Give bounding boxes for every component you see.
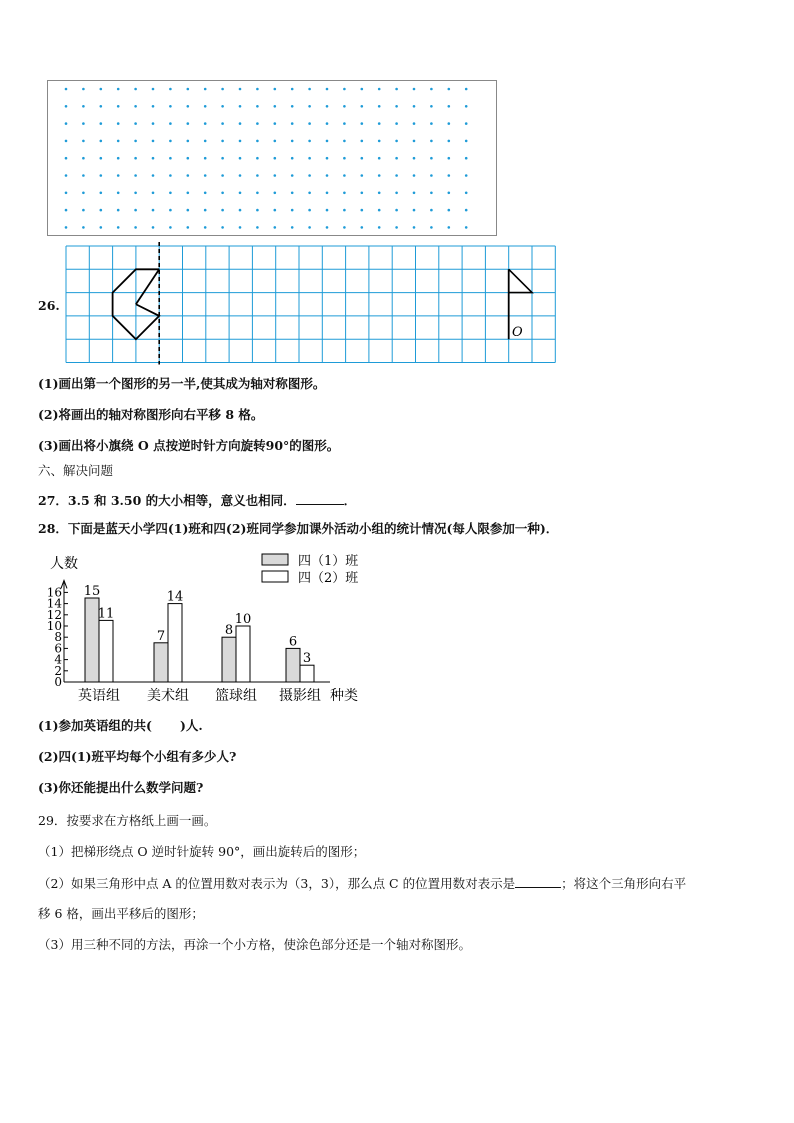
grid-dot xyxy=(256,88,259,91)
q27 xyxy=(38,492,356,509)
bar-chart xyxy=(40,550,380,710)
grid-dot xyxy=(343,174,346,177)
q29-sub2-a: （2）如果三角形中点 A 的位置用数对表示为（3，3），那么点 C 的位置用数对表示是 xyxy=(38,876,516,891)
y-tick-label: 12 xyxy=(46,607,62,622)
grid-dot xyxy=(308,88,311,91)
grid-dot xyxy=(187,157,190,160)
grid-dot xyxy=(291,122,294,125)
grid-dot xyxy=(361,122,364,125)
bar xyxy=(154,643,168,682)
grid-dot xyxy=(430,157,433,160)
grid-dot xyxy=(204,105,207,108)
q29-sub2 xyxy=(38,875,686,892)
grid-dot xyxy=(187,122,190,125)
grid-dot xyxy=(152,209,155,212)
grid-dot xyxy=(221,174,224,177)
answer-blank[interactable] xyxy=(515,875,561,888)
bar-value-label: 3 xyxy=(302,651,312,667)
grid-dot xyxy=(100,226,103,229)
y-tick-label: 6 xyxy=(54,641,62,656)
grid-dot xyxy=(378,226,381,229)
grid-dot xyxy=(430,105,433,108)
q28-sub1 xyxy=(38,718,203,734)
bar-value-label: 15 xyxy=(83,584,101,599)
q28-sub3: (3)你还能提出什么数学问题? xyxy=(38,780,204,795)
grid-dot xyxy=(117,226,120,229)
grid-dot xyxy=(187,226,190,229)
bar-value-label: 10 xyxy=(234,612,252,627)
category-label: 英语组 xyxy=(78,688,120,704)
grid-dot xyxy=(465,122,468,125)
grid-dot xyxy=(308,122,311,125)
grid-dot xyxy=(239,140,242,143)
grid-dot xyxy=(152,122,155,125)
q29-sub1: （1）把梯形绕点 O 逆时针旋转 90°，画出旋转后的图形； xyxy=(38,844,366,859)
grid-dot xyxy=(221,192,224,195)
category-label: 摄影组 xyxy=(279,688,321,704)
grid-dot xyxy=(395,122,398,125)
grid-dot xyxy=(256,209,259,212)
grid-dot xyxy=(239,105,242,108)
grid-dot xyxy=(65,140,68,143)
bar xyxy=(99,620,113,682)
grid-dot xyxy=(169,209,172,212)
grid-dot xyxy=(117,122,120,125)
grid-dot xyxy=(82,157,85,160)
grid-dot xyxy=(378,140,381,143)
grid-dot xyxy=(378,157,381,160)
grid-dot xyxy=(448,157,451,160)
grid-dot xyxy=(100,122,103,125)
grid-dot xyxy=(343,140,346,143)
bar xyxy=(286,648,300,682)
grid-dot xyxy=(204,157,207,160)
category-label: 篮球组 xyxy=(215,688,257,704)
grid-dot xyxy=(221,209,224,212)
grid-dot xyxy=(448,140,451,143)
grid-dot xyxy=(204,226,207,229)
grid-dot xyxy=(448,192,451,195)
grid-dot xyxy=(221,140,224,143)
half-figure-edge xyxy=(136,269,159,304)
dot-grid-paper[interactable] xyxy=(47,80,497,236)
grid-dot xyxy=(291,174,294,177)
flag xyxy=(509,269,532,292)
grid-dot xyxy=(134,209,137,212)
grid-dot xyxy=(413,192,416,195)
grid-dot xyxy=(65,122,68,125)
grid-dot xyxy=(187,192,190,195)
y-tick-label: 0 xyxy=(54,675,62,689)
grid-dot xyxy=(378,88,381,91)
grid-dot xyxy=(256,122,259,125)
grid-dot xyxy=(291,105,294,108)
grid-dot xyxy=(239,174,242,177)
grid-dot xyxy=(134,192,137,195)
grid-dot xyxy=(465,209,468,212)
q29-sub2-b: ；将这个三角形向右平 xyxy=(561,876,687,891)
grid-dot xyxy=(413,226,416,229)
y-axis-label: 人数 xyxy=(50,556,78,572)
grid-dot xyxy=(361,226,364,229)
grid-dot xyxy=(308,226,311,229)
grid-dot xyxy=(256,105,259,108)
y-tick-label: 10 xyxy=(46,619,62,633)
grid-dot xyxy=(326,122,329,125)
grid-dot xyxy=(448,209,451,212)
grid-dot xyxy=(169,140,172,143)
grid-dot xyxy=(378,192,381,195)
grid-dot xyxy=(256,174,259,177)
grid-dot xyxy=(465,157,468,160)
grid-dot xyxy=(343,209,346,212)
grid-dot xyxy=(291,209,294,212)
y-tick-label: 4 xyxy=(54,652,62,667)
grid-dot xyxy=(413,140,416,143)
grid-dot xyxy=(465,174,468,177)
grid-dot xyxy=(361,174,364,177)
grid-dot xyxy=(308,105,311,108)
grid-dot xyxy=(326,88,329,91)
grid-dot xyxy=(187,88,190,91)
grid-dot xyxy=(291,88,294,91)
grid-dot xyxy=(221,226,224,229)
q26-number: 26. xyxy=(38,298,60,313)
grid-dot xyxy=(117,174,120,177)
grid-dot xyxy=(256,226,259,229)
grid-dot xyxy=(256,157,259,160)
bar xyxy=(236,626,250,682)
grid-dot xyxy=(221,88,224,91)
grid-dot xyxy=(274,174,277,177)
grid-dot xyxy=(239,157,242,160)
grid-dot xyxy=(291,226,294,229)
grid-dot xyxy=(361,140,364,143)
q29-sub2-cont: 移 6 格，画出平移后的图形； xyxy=(38,906,204,921)
grid-dot xyxy=(239,88,242,91)
grid-dot xyxy=(152,174,155,177)
grid-dot xyxy=(65,192,68,195)
grid-dot xyxy=(204,192,207,195)
grid-dot xyxy=(204,209,207,212)
grid-dot xyxy=(430,192,433,195)
answer-blank[interactable] xyxy=(296,492,344,505)
grid-dot xyxy=(134,174,137,177)
grid-dot xyxy=(274,88,277,91)
grid-dot xyxy=(134,140,137,143)
grid-dot xyxy=(239,209,242,212)
grid-dot xyxy=(430,122,433,125)
grid-dot xyxy=(134,88,137,91)
grid-dot xyxy=(117,209,120,212)
bar xyxy=(222,637,236,682)
q28-sub1-b: )人. xyxy=(179,718,203,733)
grid-dot xyxy=(430,209,433,212)
grid-dot xyxy=(65,174,68,177)
grid-dot xyxy=(134,226,137,229)
grid-dot xyxy=(134,122,137,125)
grid-dot xyxy=(343,105,346,108)
grid-dot xyxy=(187,105,190,108)
grid-dot xyxy=(152,226,155,229)
grid-dot xyxy=(152,140,155,143)
grid-dot xyxy=(100,157,103,160)
q28-sub1-a: (1)参加英语组的共( xyxy=(38,718,152,733)
grid-dot xyxy=(413,88,416,91)
grid-dot xyxy=(448,88,451,91)
grid-dot xyxy=(204,88,207,91)
grid-dot xyxy=(430,174,433,177)
grid-dot xyxy=(169,226,172,229)
grid-dot xyxy=(413,209,416,212)
q28-sub2: (2)四(1)班平均每个小组有多少人? xyxy=(38,749,237,764)
y-tick-label: 14 xyxy=(46,596,62,611)
grid-dot xyxy=(465,88,468,91)
grid-dot xyxy=(413,105,416,108)
bar-value-label: 14 xyxy=(166,589,184,605)
grid-dot xyxy=(221,105,224,108)
grid-dot xyxy=(326,105,329,108)
grid-dot xyxy=(361,209,364,212)
grid-dot xyxy=(465,192,468,195)
grid-dot xyxy=(256,192,259,195)
grid-dot xyxy=(343,88,346,91)
grid-dot xyxy=(308,157,311,160)
grid-dot xyxy=(169,122,172,125)
grid-dot xyxy=(187,209,190,212)
grid-dot xyxy=(82,174,85,177)
grid-dot xyxy=(308,174,311,177)
grid-dot xyxy=(343,226,346,229)
grid-dot xyxy=(378,122,381,125)
grid-dot xyxy=(100,105,103,108)
grid-dot xyxy=(65,209,68,212)
grid-dot xyxy=(274,226,277,229)
grid-dot xyxy=(378,174,381,177)
grid-dot xyxy=(100,192,103,195)
grid-dot xyxy=(308,192,311,195)
grid-dot xyxy=(239,192,242,195)
grid-dot xyxy=(413,122,416,125)
grid-dot xyxy=(343,192,346,195)
grid-dot xyxy=(448,105,451,108)
grid-dot xyxy=(65,88,68,91)
grid-dot xyxy=(395,209,398,212)
grid-dot xyxy=(117,192,120,195)
grid-dot xyxy=(134,105,137,108)
grid-dot xyxy=(448,122,451,125)
bar xyxy=(300,665,314,682)
section-title: 六、解决问题 xyxy=(38,463,114,478)
grid-dot xyxy=(395,140,398,143)
grid-dot xyxy=(100,209,103,212)
grid-dot xyxy=(204,174,207,177)
grid-dot xyxy=(343,122,346,125)
q28-text: 28．下面是蓝天小学四(1)班和四(2)班同学参加课外活动小组的统计情况(每人限参加一种)． xyxy=(38,521,559,536)
legend-swatch xyxy=(262,554,288,565)
grid-dot xyxy=(361,157,364,160)
grid-dot xyxy=(395,226,398,229)
grid-dot xyxy=(169,174,172,177)
y-tick-label: 2 xyxy=(54,663,62,678)
grid-dot xyxy=(413,174,416,177)
grid-dot xyxy=(413,157,416,160)
legend-label: 四（2）班 xyxy=(298,571,359,586)
dot-grid xyxy=(48,81,498,237)
grid-dot xyxy=(82,88,85,91)
q29-text: 29．按要求在方格纸上画一画。 xyxy=(38,813,217,828)
grid-dot xyxy=(221,157,224,160)
grid-dot xyxy=(152,105,155,108)
grid-dot xyxy=(274,192,277,195)
grid-dot xyxy=(291,140,294,143)
grid-dot xyxy=(395,105,398,108)
grid-dot xyxy=(169,192,172,195)
grid-dot xyxy=(169,157,172,160)
grid-dot xyxy=(378,105,381,108)
grid-dot xyxy=(187,140,190,143)
grid-dot xyxy=(430,226,433,229)
grid-dot xyxy=(395,88,398,91)
grid-dot xyxy=(274,122,277,125)
bar-value-label: 8 xyxy=(224,623,234,639)
grid-dot xyxy=(326,192,329,195)
grid-dot xyxy=(204,122,207,125)
bar xyxy=(168,604,182,682)
grid-dot xyxy=(448,226,451,229)
bar-value-label: 11 xyxy=(97,606,115,622)
grid-dot xyxy=(100,88,103,91)
grid-dot xyxy=(100,140,103,143)
grid-dot xyxy=(291,192,294,195)
grid-dot xyxy=(221,122,224,125)
grid-dot xyxy=(395,174,398,177)
bar-value-label: 6 xyxy=(288,634,298,650)
grid-dot xyxy=(378,209,381,212)
grid-dot xyxy=(308,209,311,212)
grid-dot xyxy=(82,192,85,195)
grid-dot xyxy=(361,88,364,91)
grid-dot xyxy=(100,174,103,177)
grid-dot xyxy=(274,157,277,160)
grid-dot xyxy=(65,226,68,229)
grid-dot xyxy=(169,88,172,91)
q29-sub3: （3）用三种不同的方法，再涂一个小方格，使涂色部分还是一个轴对称图形。 xyxy=(38,937,471,952)
grid-dot xyxy=(395,192,398,195)
grid-dot xyxy=(361,105,364,108)
category-label: 美术组 xyxy=(147,688,189,704)
grid-dot xyxy=(169,105,172,108)
grid-dot xyxy=(430,140,433,143)
q26-sub1: (1)画出第一个图形的另一半,使其成为轴对称图形。 xyxy=(38,376,326,391)
grid-dot xyxy=(82,209,85,212)
legend-label: 四（1）班 xyxy=(298,554,359,569)
grid-dot xyxy=(343,157,346,160)
grid-dot xyxy=(204,140,207,143)
grid-dot xyxy=(361,192,364,195)
y-tick-label: 8 xyxy=(54,630,62,645)
grid-dot xyxy=(465,140,468,143)
grid-dot xyxy=(291,157,294,160)
square-grid-q26[interactable] xyxy=(66,246,558,364)
grid-dot xyxy=(465,105,468,108)
grid-dot xyxy=(187,174,190,177)
grid-dot xyxy=(65,157,68,160)
grid-dot xyxy=(239,122,242,125)
grid-dot xyxy=(326,209,329,212)
grid-dot xyxy=(430,88,433,91)
grid-dot xyxy=(152,88,155,91)
grid-dot xyxy=(134,157,137,160)
q27-text: 27．3.5 和 3.50 的大小相等，意义也相同． xyxy=(38,493,296,508)
grid-dot xyxy=(82,122,85,125)
q27-end: ． xyxy=(343,493,357,508)
y-tick-label: 16 xyxy=(46,585,62,600)
grid-dot xyxy=(326,157,329,160)
grid-dot xyxy=(274,209,277,212)
point-o-label: O xyxy=(512,325,523,340)
grid-dot xyxy=(274,105,277,108)
grid-dot xyxy=(65,105,68,108)
grid-dot xyxy=(117,140,120,143)
grid-dot xyxy=(152,192,155,195)
grid-dot xyxy=(395,157,398,160)
grid-dot xyxy=(82,105,85,108)
q26-sub2: (2)将画出的轴对称图形向右平移 8 格。 xyxy=(38,407,264,422)
grid-dot xyxy=(465,226,468,229)
grid-dot xyxy=(448,174,451,177)
bar-value-label: 7 xyxy=(156,628,166,644)
grid-dot xyxy=(326,140,329,143)
q26-sub3: (3)画出将小旗绕 O 点按逆时针方向旋转90°的图形。 xyxy=(38,438,340,453)
grid-dot xyxy=(326,174,329,177)
legend-swatch xyxy=(262,571,288,582)
grid-dot xyxy=(152,157,155,160)
grid-dot xyxy=(117,105,120,108)
x-axis-label: 种类 xyxy=(330,688,358,704)
grid-dot xyxy=(256,140,259,143)
grid-dot xyxy=(82,140,85,143)
grid-dot xyxy=(117,157,120,160)
grid-dot xyxy=(308,140,311,143)
grid-dot xyxy=(326,226,329,229)
grid-dot xyxy=(274,140,277,143)
grid-dot xyxy=(239,226,242,229)
grid-dot xyxy=(82,226,85,229)
grid-dot xyxy=(117,88,120,91)
